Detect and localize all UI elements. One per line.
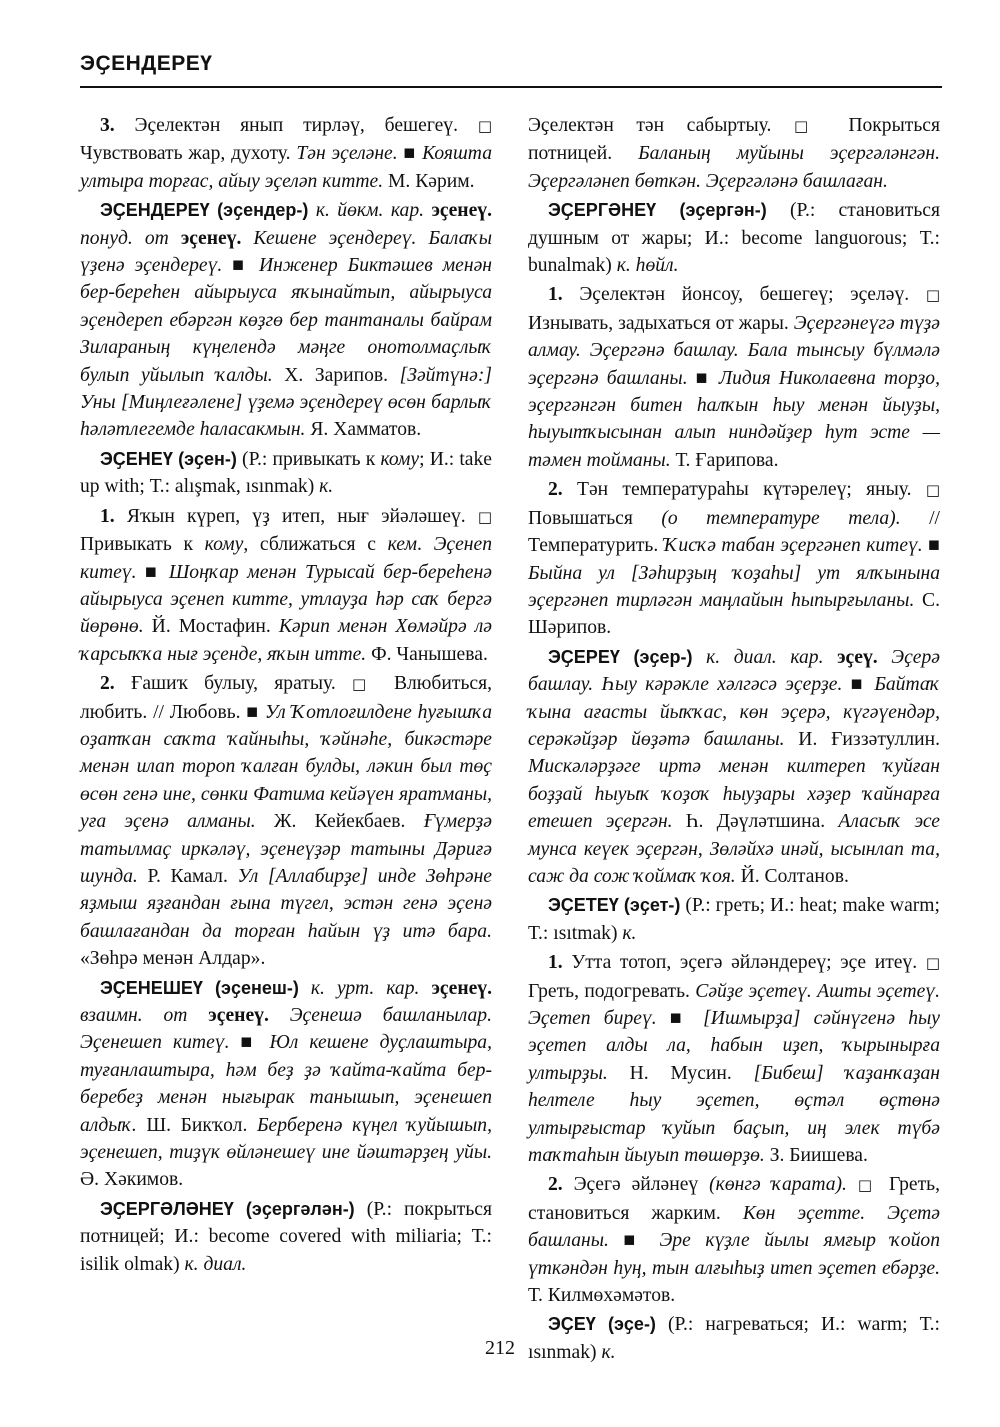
text-run: Греть, становиться жарким. xyxy=(528,1174,940,1224)
text-run: Ш. Бикҡол. xyxy=(136,1114,257,1136)
italic-text: [Бибеш] ҡаҙанҡаҙан һелтеле һыу эҫетеп, өҫтәл өҫтөнә ултырғыстар ҡуйып баҫып, иң элек түбә таҡтаһын йыуып төшөрҙө. xyxy=(528,1062,940,1167)
text-run: Ж. Кейекбаев. xyxy=(255,811,424,833)
text-run: Влюбиться, любить. // Любовь. xyxy=(80,673,492,723)
text-run: Ә. Хәкимов. xyxy=(80,1169,184,1191)
bold-term: эҫеү. xyxy=(837,646,878,668)
square-marker-icon: □ xyxy=(352,675,378,694)
bold-term: 1. xyxy=(100,505,115,527)
text-run: Й. Мостафин. xyxy=(143,616,279,638)
text-run: Т. Килмөхәмәтов. xyxy=(528,1285,676,1307)
header-rule xyxy=(80,86,942,88)
dictionary-paragraph xyxy=(528,1171,940,1309)
text-run: И. Ғиззәтуллин. xyxy=(784,728,940,750)
text-run: Повышаться xyxy=(528,507,662,529)
text-run: Я. Хамматов. xyxy=(305,419,422,441)
italic-text: Эҫенешә башланылар. Эҫенешеп китеү. ■ Юл кешене дуҫлаштыра, туғанлаштыра, һәм беҙ ҙә ҡайта-ҡайта бер-беребеҙ менән нығырак танышып, эҫенешеп алдыҡ. xyxy=(80,1005,492,1136)
dictionary-paragraph xyxy=(80,670,492,972)
bold-term: 2. xyxy=(548,1174,563,1196)
bold-term: эҫенеү. xyxy=(431,977,492,999)
italic-text: к. диал. кар. xyxy=(692,646,838,668)
text-run: Һ. Дәүләтшина. xyxy=(672,811,839,833)
dictionary-paragraph xyxy=(80,197,492,444)
text-run: Яҡын күреп, үҙ итеп, нығ эйәләшеү. xyxy=(114,505,478,527)
text-run: С. Шәрипов. xyxy=(528,589,940,639)
text-run: ; И.: take up with; Т.: alışmak, ısınmak) xyxy=(80,448,492,498)
headword: ЭҪЕТЕҮ (эҫет-) xyxy=(548,895,681,916)
bold-term: эҫенеү. xyxy=(180,227,242,249)
italic-text: к. xyxy=(622,922,637,944)
dictionary-paragraph xyxy=(80,1196,492,1278)
italic-text: Эҫенеп китеү. ■ Шоңҡар менән Турысай бер-береһенә айырыуса эҫенеп китте, утлауҙа һәр саҡ бергә йөрөнө. xyxy=(80,534,493,638)
text-run: З. Биишева. xyxy=(764,1145,868,1167)
page-header-title: ЭҪЕНДЕРЕҮ xyxy=(80,52,213,75)
square-marker-icon: □ xyxy=(925,481,940,500)
text-run: Тән температураһы күтәрелеү; яныу. xyxy=(562,479,926,501)
italic-text: Сәйҙе эҫетеү. Ашты эҫетеү. Эҫетеп биреү. ■ [Ишмырҙа] сәйнүгенә һыу эҫетеп алды ла, һабын иҙеп, ҡырынырға ултырҙы. xyxy=(528,980,940,1084)
headword: ЭҪЕНДЕРЕҮ (эҫендер-) xyxy=(100,200,309,221)
text-run: Р. Камал. xyxy=(137,865,238,887)
text-run: Чувствовать жар, духоту. xyxy=(80,143,297,165)
text-run: // Температурить. xyxy=(528,507,941,557)
text-run: Эҫелектән янып тирләү, бешегеү. xyxy=(114,115,478,136)
italic-text: кем xyxy=(387,534,417,556)
italic-text: взаимн. от xyxy=(80,1005,209,1026)
italic-text: Аласыҡ эсе мунса кеүек эҫергән, Зөләйхә инәй, ысынлап та, саж да сож ҡоймаҡ ҡоя. xyxy=(528,811,940,887)
dictionary-paragraph xyxy=(528,281,940,474)
bold-term: 1. xyxy=(548,284,563,306)
headword: ЭҪЕРГӘЛӘНЕҮ (эҫергәлән-) xyxy=(100,1198,355,1219)
bold-term: 2. xyxy=(548,479,563,501)
italic-text: Ҡисҡә табан эҫергәнеп китеү. ■ Быйна ул [Зәһирҙың ҡоҙаһы] ут ялҡынына эҫергәнеп тирләгән маңлайын һыпырғыланы. xyxy=(528,535,940,611)
dictionary-paragraph xyxy=(80,112,492,195)
text-run: Т. Ғарипова. xyxy=(670,449,779,471)
dictionary-paragraph xyxy=(528,112,940,195)
text-run: . xyxy=(416,534,434,556)
italic-text: Эҫергәнеүгә түҙә алмау. Эҫергәнә башлау. Бала тынсыу бүлмәлә эҫергәнә башланы. ■ Лидия Николаевна торҙо, эҫергәнгән битен һалҡын һыу менән йыуҙы, һыуытҡысынан алып ниндәйҙер һут эсте — тәмен тойманы. xyxy=(528,312,940,471)
headword: ЭҪЕРЕҮ (эҫер-) xyxy=(548,646,693,667)
text-run: (Р.: привыкать к xyxy=(236,448,381,470)
bold-term: эҫенеү. xyxy=(208,1005,269,1026)
page-number: 212 xyxy=(485,1337,515,1359)
dictionary-paragraph xyxy=(528,892,940,947)
text-run: Эҫелектән йонсоу, бешегеү; эҫеләү. xyxy=(562,284,926,306)
square-marker-icon: □ xyxy=(925,954,940,973)
square-marker-icon: □ xyxy=(793,117,826,135)
italic-text: кому xyxy=(380,448,420,470)
left-column xyxy=(80,112,492,1278)
italic-text: Кешене эҫендереү. Балаҡы үҙенә эҫендереү. ■ Инженер Биктәшев менән бер-береһен айырыуса яҡынайтып, айырыуса эҫендереп ебәргән көҙгө бер тантаналы байрам Зилараның күңелендә мәңге онотолмаҫлыҡ булып уйылып ҡалды. xyxy=(80,227,492,386)
italic-text: (о температуре тела). xyxy=(661,507,901,529)
headword: ЭҪЕҮ (эҫе-) xyxy=(548,1314,656,1335)
square-marker-icon: □ xyxy=(857,1176,879,1195)
italic-text: Кәрип менән Хөмәйрә лә ҡарсыҡҡа нығ эҫенде, яҡын итте. xyxy=(80,616,492,665)
text-run: Эҫелектән тән сабыртыу. xyxy=(528,115,794,136)
text-run: (Р.: покрыться потницей; И.: become covered with miliaria; Т.: isilik olmak) xyxy=(80,1198,492,1275)
italic-text: к. йөкм. кар. xyxy=(308,200,432,222)
text-run: «Зөһрә менән Алдар». xyxy=(80,948,266,970)
text-run: Утта тотоп, эҫегә әйләндереү; эҫе итеү. xyxy=(562,952,926,974)
dictionary-paragraph xyxy=(80,975,492,1194)
square-marker-icon: □ xyxy=(925,286,940,305)
headword: ЭҪЕНЕҮ (эҫен-) xyxy=(100,448,237,469)
italic-text: Ул [Аллабирҙе] инде Зөһрәне яҙмыш яҙғандан ғына түгел, эстән генә эҫенә башлағандан да торған һайын үҙ итә бара. xyxy=(80,865,492,942)
italic-text: Тән эҫеләне. ■ Кояшта ултыра торғас, айыу эҫеләп китте. xyxy=(80,143,492,192)
italic-text: к. урт. кар. xyxy=(298,977,432,999)
italic-text: Баланың муйыны эҫергәләнгән. Эҫергәләнеп бөткән. Эҫергәләнә башлаған. xyxy=(528,143,940,192)
headword: ЭҪЕНЕШЕҮ (эҫенеш-) xyxy=(100,977,299,998)
dictionary-paragraph xyxy=(528,644,940,891)
italic-text: кому xyxy=(204,534,244,556)
dictionary-paragraph xyxy=(528,949,940,1169)
right-column xyxy=(528,112,940,1366)
italic-text: Мискәләрҙәге иртә менән килтереп ҡуйған боҙҙай һыуыҡ ҡоҙоҡ һыуҙары хәҙер ҡайнарға етешеп эҫергән. xyxy=(528,756,940,833)
text-run: Х. Зарипов. xyxy=(272,364,400,386)
text-run: Греть, подогревать. xyxy=(528,980,696,1002)
italic-text: [Зәйтүнә:] Уны [Миңлеғәлене] үҙемә эҫендереү өсөн барлыҡ һәләтлегемде һаласакмын. xyxy=(80,364,492,441)
italic-text: понуд. от xyxy=(80,227,181,249)
italic-text: Берберенә күңел ҡуйышып, эҫенешеп, тиҙүк өйләнешеү ине йәштәрҙең уйы. xyxy=(80,1114,492,1164)
italic-text: к. диал. xyxy=(184,1253,247,1275)
bold-term: 1. xyxy=(548,952,563,974)
italic-text: (көнгә ҡарата). xyxy=(709,1174,847,1196)
dictionary-paragraph xyxy=(80,503,492,668)
headword: ЭҪЕРГӘНЕҮ (эҫергән-) xyxy=(548,200,767,221)
text-run: Н. Мусин. xyxy=(607,1062,754,1084)
italic-text: Эҫерә башлау. Һыу кәрәкле хәлгәсә эҫерҙе. ■ Байтаҡ ҡына ағасты йыҡҡас, көн эҫерә, күгәүендәр, серәкәйҙәр йөҙәтә башланы. xyxy=(528,646,940,750)
bold-term: 3. xyxy=(100,115,115,136)
italic-text: ■ Ул Ҡотлоғилдене һуғышҡа оҙатҡан саҡта ҡайныһы, ҡәйнәһе, бикәстәре менән илап тороп ҡалған булды, ләкин был төҫ өсөн генә ине, сөнки Фатима кейәүен яратманы, уға эҫенә алманы. xyxy=(80,701,492,833)
bold-term: 2. xyxy=(100,673,115,695)
dictionary-paragraph xyxy=(80,446,492,501)
italic-text: к. һөйл. xyxy=(616,255,679,277)
text-run: (Р.: нагреваться; И.: warm; Т.: ısınmak) xyxy=(528,1314,940,1363)
bold-term: эҫенеү. xyxy=(431,200,492,222)
italic-text: к. xyxy=(319,476,334,498)
text-run: Изнывать, задыхаться от жары. xyxy=(528,312,794,334)
square-marker-icon: □ xyxy=(477,117,492,135)
text-run: Эҫегә әйләнеү xyxy=(562,1174,710,1196)
dictionary-paragraph xyxy=(528,476,940,641)
text-run: Покрыться потницей. xyxy=(528,115,940,165)
dictionary-paragraph xyxy=(528,197,940,279)
text-run: , сближаться с xyxy=(243,534,388,556)
text-run: Ғашиҡ булыу, яратыу. xyxy=(114,673,353,695)
text-run: М. Кәрим. xyxy=(383,170,475,192)
text-run: (Р.: греть; И.: heat; make warm; Т.: ısıtmak) xyxy=(528,895,940,944)
italic-text: к. xyxy=(601,1341,616,1363)
text-run: (Р.: становиться душным от жары; И.: become languorous; Т.: bunalmak) xyxy=(528,200,940,277)
text-run: Ф. Чанышева. xyxy=(366,643,488,665)
text-run: Привыкать к xyxy=(80,534,205,556)
square-marker-icon: □ xyxy=(477,507,492,526)
text-run: Й. Солтанов. xyxy=(735,865,849,887)
italic-text: Көн эҫетте. Эҫетә башланы. ■ Эре күҙле йылы ямғыр ҡойоп үткәндән һуң, тын алғыһыҙ итеп эҫетеп ебәрҙе. xyxy=(528,1202,940,1279)
text-run xyxy=(847,1174,858,1195)
italic-text: Ғүмерҙә татылмаҫ иркәләү, эҫенеүҙәр татыны Дәриғә шунда. xyxy=(80,811,492,887)
